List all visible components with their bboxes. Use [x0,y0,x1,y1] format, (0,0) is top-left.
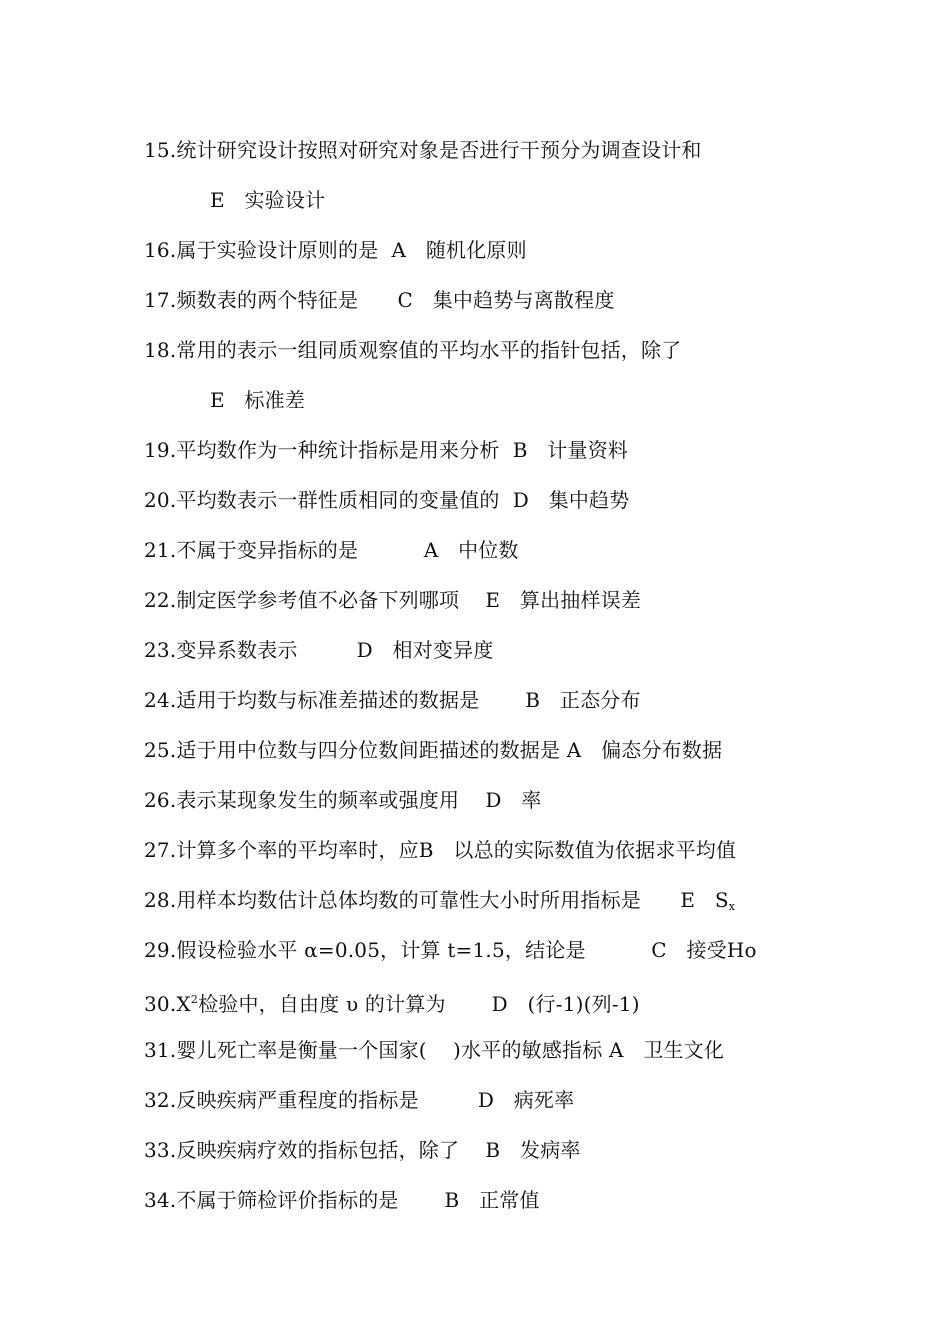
question-30-text: 检验中，自由度 υ 的计算为 D (行-1)(列-1) [198,992,640,1016]
question-23: 23.变异系数表示 D 相对变异度 [144,638,494,662]
question-28-subscript: x [728,900,736,913]
question-19: 19.平均数作为一种统计指标是用来分析 B 计量资料 [144,438,629,462]
answer-18: E 标准差 [210,388,306,412]
question-17: 17.频数表的两个特征是 C 集中趋势与离散程度 [144,288,615,312]
question-27: 27.计算多个率的平均率时，应B 以总的实际数值为依据求平均值 [144,838,737,862]
question-28-text: 28.用样本均数估计总体均数的可靠性大小时所用指标是 E S [144,888,729,912]
question-29: 29.假设检验水平 α=0.05，计算 t=1.5，结论是 C 接受Ho [144,938,757,962]
question-30 [144,987,640,1017]
question-30-superscript: 2 [190,993,199,1006]
question-18: 18.常用的表示一组同质观察值的平均水平的指针包括，除了 [144,338,682,362]
question-34: 34.不属于筛检评价指标的是 B 正常值 [144,1188,540,1212]
answer-15: E 实验设计 [210,188,326,212]
question-16: 16.属于实验设计原则的是 A 随机化原则 [144,238,527,262]
question-15: 15.统计研究设计按照对研究对象是否进行干预分为调查设计和 [144,138,702,162]
question-22: 22.制定医学参考值不必备下列哪项 E 算出抽样误差 [144,588,642,612]
question-28 [144,887,735,920]
question-20: 20.平均数表示一群性质相同的变量值的 D 集中趋势 [144,488,630,512]
question-32: 32.反映疾病严重程度的指标是 D 病死率 [144,1088,575,1112]
question-31: 31.婴儿死亡率是衡量一个国家( )水平的敏感指标 A 卫生文化 [144,1038,725,1062]
question-24: 24.适用于均数与标准差描述的数据是 B 正态分布 [144,688,641,712]
question-33: 33.反映疾病疗效的指标包括，除了 B 发病率 [144,1138,581,1162]
question-30-prefix: 30.X [144,992,191,1016]
question-21: 21.不属于变异指标的是 A 中位数 [144,538,519,562]
question-25: 25.适于用中位数与四分位数间距描述的数据是 A 偏态分布数据 [144,738,723,762]
question-26: 26.表示某现象发生的频率或强度用 D 率 [144,788,542,812]
